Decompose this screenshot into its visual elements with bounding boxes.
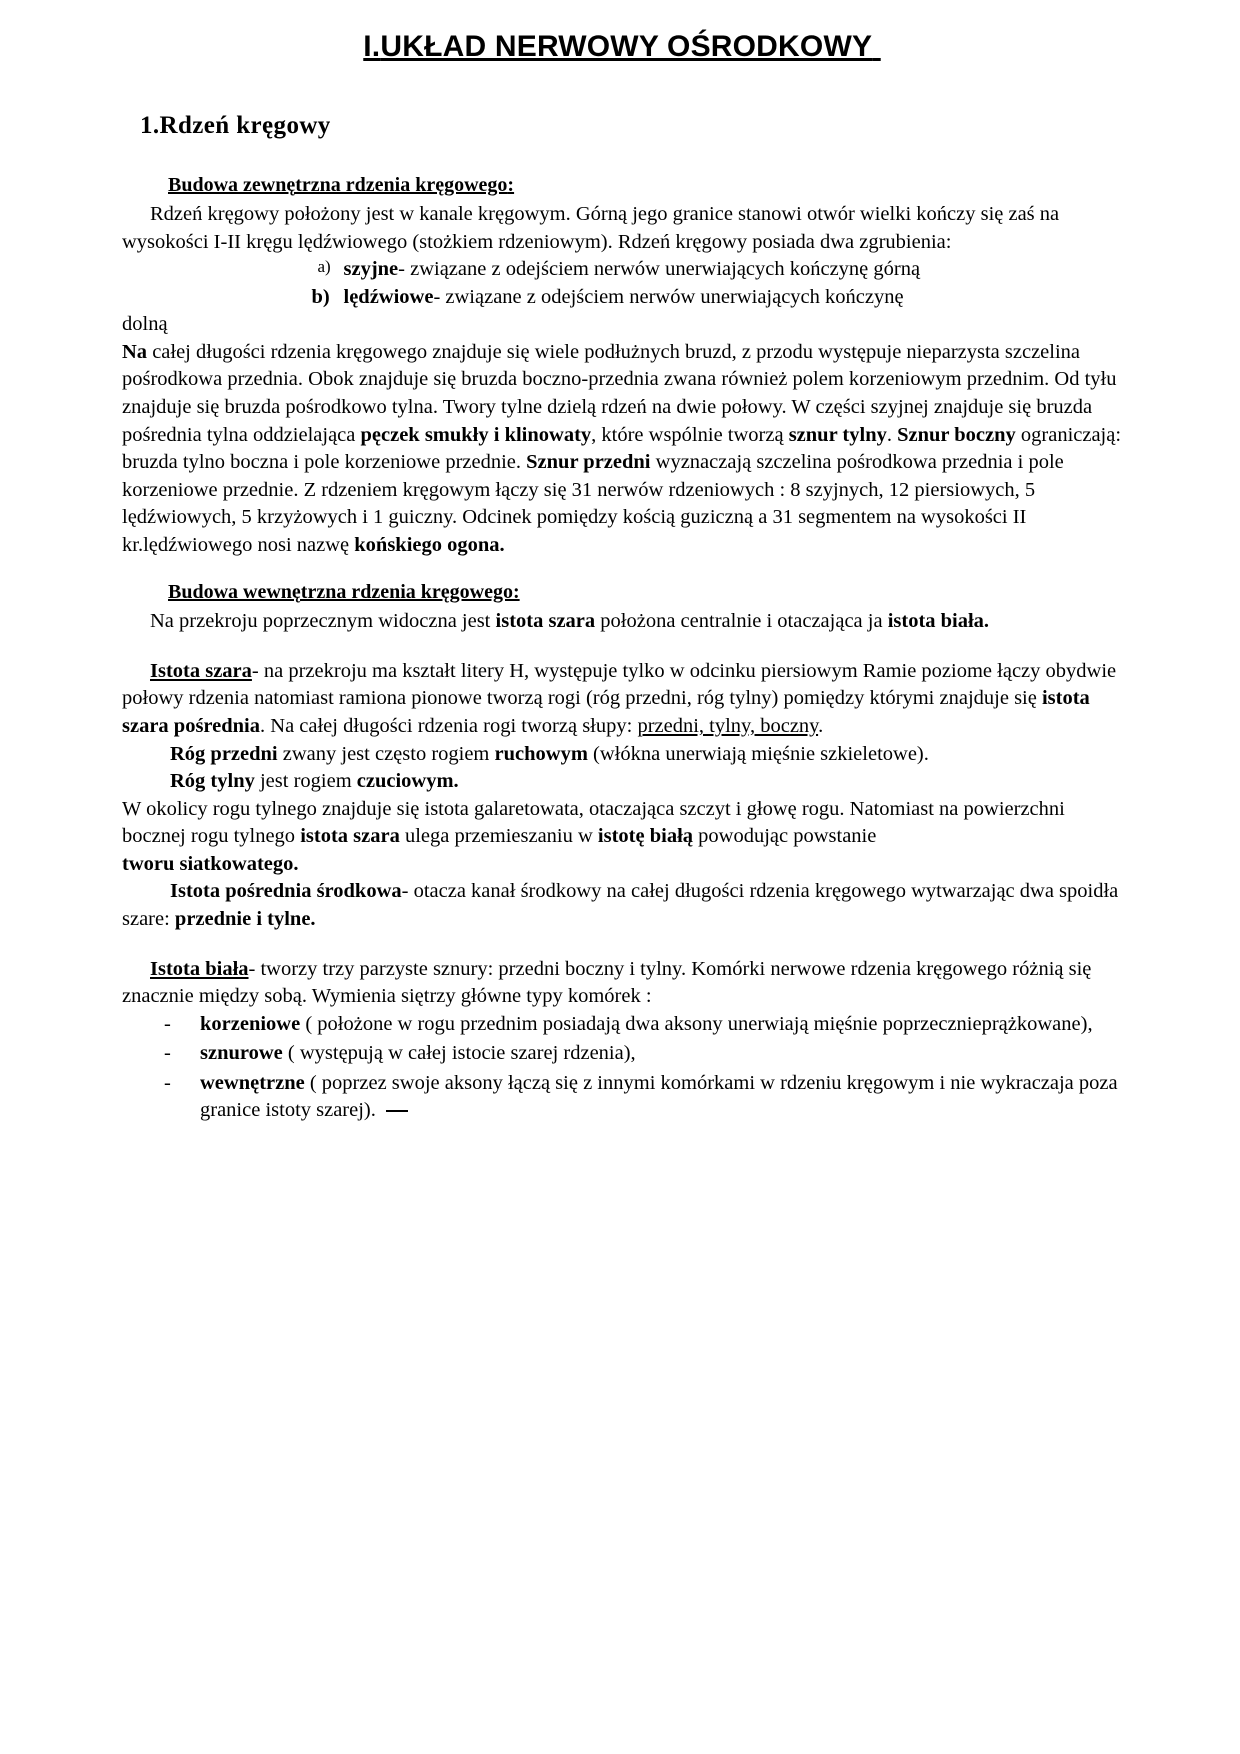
list-item-text-korzeniowe: ( położone w rogu przednim posiadają dwa aksony unerwiają mięśnie poprzecznieprążkowane), — [300, 1012, 1093, 1035]
paragraph-2-bold-5: Sznur przedni — [526, 451, 651, 474]
subheading-internal-structure: Budowa wewnętrzna rdzenia kręgowego: — [168, 581, 520, 604]
list-item-b-text: - związane z odejściem nerwów unerwiających kończynę — [433, 285, 904, 308]
page-title — [122, 30, 1122, 64]
paragraph-6-text-1: jest rogiem — [254, 770, 357, 793]
list-item-b-bold: lędźwiowe — [343, 285, 434, 308]
paragraph-5-bold-2: ruchowym — [494, 742, 588, 765]
paragraph-8-bold-2: przednie i tylne. — [174, 907, 316, 930]
paragraph-4-bold-1: Istota szara — [150, 659, 252, 682]
paragraph-5-text-2: (włókna unerwiają mięśnie szkieletowe). — [587, 742, 929, 765]
paragraph-2-bold-4: Sznur boczny — [897, 423, 1016, 446]
paragraph-2-text-3: . — [886, 423, 898, 446]
list-item — [122, 1070, 1122, 1125]
paragraph-4-text-1: - na przekroju ma kształt litery H, występuje tylko w odcinku piersiowym Ramie poziome łączy obydwie połowy rdzenia natomiast ramiona pionowe tworzą rogi (róg przedni, róg tylny) pomiędzy którymi znajduje się — [122, 659, 1117, 710]
paragraph-9-bold-1: Istota biała — [150, 957, 249, 980]
paragraph-9-text-1: - tworzy trzy parzyste sznury: przedni boczny i tylny. Komórki nerwowe rdzenia kręgowego różnią się znacznie między sobą. Wymienia siętrzy główne typy komórek : — [122, 957, 1092, 1008]
paragraph-4 — [122, 658, 1122, 741]
list-cell-types — [122, 1011, 1122, 1125]
paragraph-3-bold-1: istota szara — [495, 610, 596, 633]
paragraph-5-bold-1: Róg przedni — [170, 742, 278, 765]
paragraph-9 — [122, 956, 1122, 1011]
subheading-external-structure-text: Budowa zewnętrzna rdzenia kręgowego — [168, 174, 508, 196]
paragraph-7-text-1: W okolicy rogu tylnego znajduje się istota galaretowata, otaczająca szczyt i głowę rogu. Natomiast na powierzchni bocznej rogu tylnego — [122, 797, 1065, 848]
paragraph-2-bold-1: Na — [122, 340, 148, 363]
paragraph-2-bold-6: końskiego ogona. — [354, 533, 505, 556]
paragraph-2-text-4: ograniczają: bruzda tylno boczna i pole korzeniowe przednie. — [122, 423, 1122, 474]
paragraph-5 — [122, 741, 1122, 769]
paragraph-2-text-5: wyznaczają szczelina pośrodkowa przednia i pole korzeniowe przednie. Z rdzeniem kręgowym łączy się 31 nerwów rdzeniowych : 8 szyjnych, 12 piersiowych, 5 lędźwiowych, 5 krzyżowych i 1 guiczny. Odcinek pomiędzy kością guziczną a 31 segmentem na wysokości II kr.lędźwiowego nosi nazwę — [122, 451, 1064, 556]
section-heading-1: 1.Rdzeń kręgowy — [140, 112, 331, 139]
paragraph-3-text-1: Na przekroju poprzecznym widoczna jest — [150, 610, 496, 633]
list-item-b-continuation: dolną — [122, 313, 168, 336]
page-title-text: UKŁAD NERWOWY OŚRODKOWY — [380, 30, 873, 63]
list-item-a-text: - związane z odejściem nerwów unerwiających kończynę górną — [398, 258, 921, 281]
list-item — [122, 256, 1122, 284]
paragraph-6-bold-2: czuciowym. — [356, 770, 459, 793]
list-marker-a: a) — [317, 257, 331, 277]
list-zgrubienia — [122, 256, 1122, 311]
paragraph-2 — [122, 339, 1122, 560]
list-item-bold-sznurowe: sznurowe — [200, 1042, 283, 1065]
paragraph-2-bold-3: sznur tylny — [788, 423, 887, 446]
bullet-dash-icon: - — [164, 1042, 171, 1065]
paragraph-1: Rdzeń kręgowy położony jest w kanale kręgowym. Górną jego granice stanowi otwór wielki kończy się zaś na wysokości I-II kręgu lędźwiowego (stożkiem rdzeniowym). Rdzeń kręgowy posiada dwa zgrubienia: — [122, 203, 1060, 253]
paragraph-3-text-2: położona centralnie i otaczająca ja — [595, 610, 888, 633]
paragraph-7-text-2: ulega przemieszaniu w — [399, 825, 598, 848]
trailing-underscore-mark — [386, 1110, 408, 1112]
list-item — [122, 1040, 1122, 1068]
paragraph-2-text-2: , które wspólnie tworzą — [591, 423, 789, 446]
list-item-bold-korzeniowe: korzeniowe — [200, 1012, 301, 1035]
list-item-a-bold: szyjne — [343, 258, 399, 281]
list-item-bold-wewnetrzne: wewnętrzne — [200, 1071, 305, 1094]
list-item-text-wewnetrzne: ( poprzez swoje aksony łączą się z innymi komórkami w rdzeniu kręgowym i nie wykraczaja poza granice istoty szarej). — [200, 1071, 1118, 1122]
paragraph-7-bold-1: istota szara — [300, 825, 400, 848]
paragraph-6 — [122, 768, 1122, 796]
list-item — [122, 1011, 1122, 1039]
paragraph-4-bold-2: istota szara pośrednia — [122, 687, 1090, 737]
paragraph-7-continuation — [122, 851, 1122, 879]
paragraph-2-bold-2: pęczek smukły i klinowaty — [360, 423, 592, 446]
bullet-dash-icon: - — [164, 1012, 171, 1035]
paragraph-2-text-1: całej długości rdzenia kręgowego znajduje się wiele podłużnych bruzd, z przodu występuje nieparzysta szczelina pośrodkowa przednia. Obok znajduje się bruzda boczno-przednia zwana również polem korzeniowym przednim. Od tyłu znajduje się bruzda pośrodkowo tylna. Twory tylne dzielą rdzeń na dwie połowy. W części szyjnej znajduje się bruzda pośrednia tylna oddzielająca — [122, 340, 1117, 446]
paragraph-7-text-3: powodując powstanie — [693, 825, 877, 848]
paragraph-4-underline-1: przedni, tylny, boczny — [637, 715, 819, 737]
list-marker-b: b) — [311, 285, 330, 308]
paragraph-8-text-1: - otacza kanał środkowy na całej długości rdzenia kręgowego wytwarzając dwa spoidła szare: — [122, 880, 1119, 930]
page-title-number: I. — [363, 30, 381, 63]
subheading-external-structure — [168, 174, 1122, 197]
list-item — [122, 284, 1122, 312]
paragraph-6-bold-1: Róg tylny — [170, 770, 255, 793]
paragraph-8-bold-1: Istota pośrednia środkowa — [170, 880, 402, 903]
paragraph-7-bold-3: tworu siatkowatego. — [122, 852, 299, 875]
paragraph-4-text-3: . — [818, 715, 824, 737]
paragraph-3-bold-2: istota biała. — [887, 610, 990, 633]
paragraph-8 — [122, 878, 1122, 933]
paragraph-5-text-1: zwany jest często rogiem — [277, 742, 495, 765]
paragraph-4-text-2: . Na całej długości rdzenia rogi tworzą słupy: — [260, 715, 638, 737]
bullet-dash-icon: - — [164, 1071, 171, 1094]
paragraph-3 — [122, 608, 1122, 636]
paragraph-7 — [122, 796, 1122, 851]
list-item-text-sznurowe: ( występują w całej istocie szarej rdzenia), — [282, 1042, 636, 1065]
subheading-external-structure-colon: : — [507, 174, 515, 196]
paragraph-7-bold-2: istotę białą — [597, 825, 694, 848]
